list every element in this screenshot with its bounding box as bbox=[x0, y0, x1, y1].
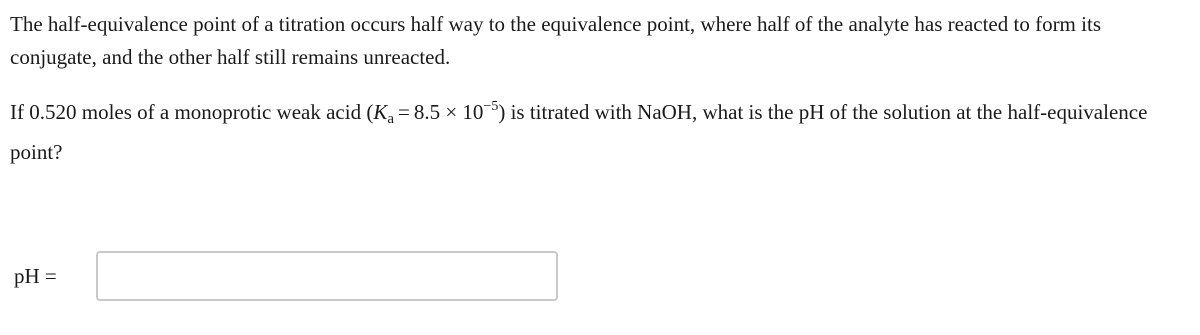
intro-paragraph: The half-equivalence point of a titration occurs half way to the equivalence point, where half of the analyte has reacted to form its conjugate, and the other half still remains unreacted. bbox=[10, 12, 1101, 69]
ka-mantissa: 8.5 × 10 bbox=[413, 100, 484, 124]
equals-sign: = bbox=[398, 100, 410, 124]
ph-answer-input[interactable] bbox=[96, 251, 558, 301]
question-text-after-ka: ) is titrated with NaOH, what is the pH of the solution at the half-equivalence point? bbox=[10, 100, 1148, 164]
answer-row bbox=[14, 250, 558, 302]
question-text-before-ka: If 0.520 moles of a monoprotic weak acid ( bbox=[10, 100, 374, 124]
ka-symbol: K bbox=[373, 100, 388, 124]
question-paragraph bbox=[10, 90, 1190, 169]
ph-label: pH = bbox=[14, 263, 57, 288]
question-text bbox=[10, 8, 1190, 185]
ka-exponent: −5 bbox=[483, 99, 499, 114]
ka-subscript: a bbox=[387, 111, 394, 127]
